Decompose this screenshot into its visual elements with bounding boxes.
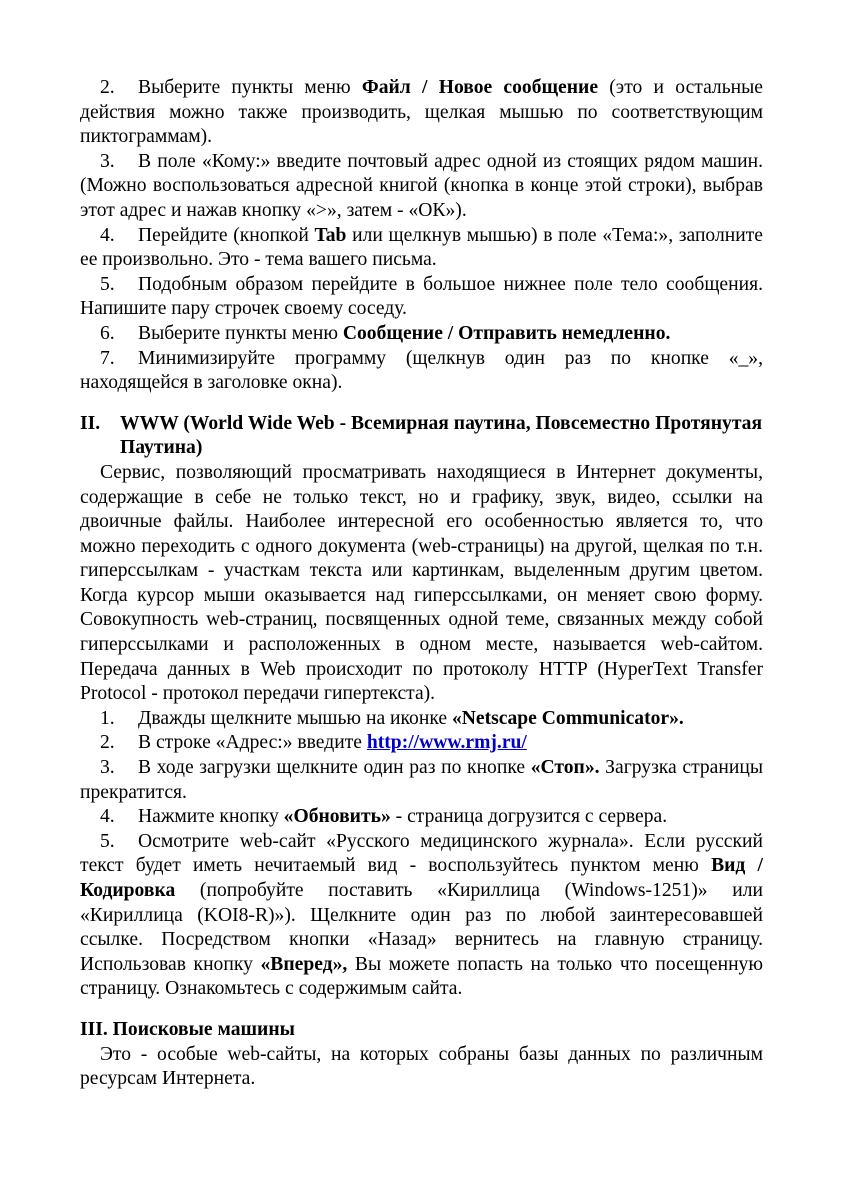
list-item-number: 5.: [100, 273, 115, 295]
list-item-bold-text: Tab: [314, 224, 347, 246]
list-item-bold-text: Файл / Новое сообщение: [361, 77, 599, 98]
list-item-bold-text: Сообщение / Отправить немедленно.: [342, 322, 671, 344]
list-item: [80, 322, 763, 347]
list-item-text: (попробуйте поставить «Кириллица (Windows-1251)» или «Кириллица (KOI8-R)»). Щелкните один раз по любой заинтересовавшей ссылке. Посредством кнопки «Назад» вернитесь на главную страницу. Использовав кнопку: [80, 880, 763, 975]
list-item-number: 6.: [100, 322, 115, 344]
list-item-text: Подобным образом перейдите в большое нижнее поле тело сообщения. Напишите пару строчек своему соседу.: [80, 273, 763, 320]
list-item-text: Выберите пункты меню: [138, 77, 362, 98]
document-page: [80, 76, 763, 1092]
list-item: [80, 273, 763, 322]
list-item: [80, 150, 763, 224]
section2-intro-paragraph: Сервис, позволяющий просматривать находящиеся в Интернет документы, содержащие в себе не только текст, но и графику, звук, видео, ссылки на двоичные файлы. Наиболее интересной его особенностью является то, что можно переходить с одного документа (web-страницы) на другой, щелкая по т.н. гиперссылкам - участкам текста или картинкам, выделенным другим цветом. Когда курсор мыши оказывается над гиперссылками, он меняет свою форму. Совокупность web-страниц, посвященных одной теме, связанных между собой гиперссылками и расположенных в одном месте, называется web-сайтом. Передача данных в Web происходит по протоколу HTTP (HyperText Transfer Protocol - протокол передачи гипертекста).: [80, 461, 763, 705]
list-item-text: Выберите пункты меню: [138, 322, 343, 344]
list-item-number: 3.: [100, 150, 115, 172]
list-item-text: В поле «Кому:» введите почтовый адрес одной из стоящих рядом машин. (Можно воспользоваться адресной книгой (кнопка в конце этой строки), выбрав этот адрес и нажав кнопку «>», затем - «ОК»).: [80, 150, 763, 221]
list-item: [80, 830, 763, 1002]
list-item: [80, 805, 763, 830]
list-item-text: - страница догрузится с сервера.: [390, 806, 668, 828]
section3-heading: III. Поисковые машины: [80, 1018, 295, 1040]
section3-intro-paragraph: Это - особые web-сайты, на которых собраны базы данных по различным ресурсам Интернета.: [80, 1043, 763, 1090]
list-item-bold-text: «Стоп».: [530, 757, 600, 779]
list-item-number: 5.: [100, 830, 115, 852]
spacer: [80, 1002, 763, 1018]
spacer: [80, 396, 763, 412]
section2-title: WWW (World Wide Web - Всемирная паутина, Повсеместно Протянутая Паутина): [120, 412, 763, 459]
list-item-text: Минимизируйте программу (щелкнув один раз по кнопке «_», находящейся в заголовке окна).: [80, 347, 763, 394]
list-item: [80, 756, 763, 805]
section2-number: II.: [80, 412, 101, 434]
url-link[interactable]: http://www.rmj.ru/: [366, 732, 527, 754]
list-item-text: или щелкнув мышью) в поле «Тема:», заполните ее произвольно. Это - тема вашего письма.: [80, 224, 763, 271]
section2-steps-list: [80, 707, 763, 1002]
list-item-number: 2.: [100, 732, 115, 754]
list-item-number: 4.: [100, 806, 115, 828]
list-item-text: Вы можете попасть на только что посещенную страницу. Ознакомьтесь с содержимым сайта.: [80, 953, 763, 1000]
list-item-text: Загрузка страницы прекратится.: [80, 757, 763, 803]
list-item-number: 1.: [100, 707, 115, 729]
list-item-text: Нажмите кнопку: [138, 806, 284, 828]
section2-heading: [80, 412, 763, 461]
list-item-text: Осмотрите web-сайт «Русского медицинского журнала». Если русский текст будет иметь нечитаемый вид - воспользуйтесь пунктом меню: [80, 830, 763, 877]
list-item-number: 3.: [100, 757, 115, 779]
list-item-text: Дважды щелкните мышью на иконке: [138, 707, 452, 729]
list-item-bold-text: «Вперед»,: [260, 953, 348, 975]
list-item-number: 4.: [100, 224, 115, 246]
list-item-number: 2.: [100, 77, 115, 98]
list-item: [80, 224, 763, 273]
list-item-text: В ходе загрузки щелкните один раз по кнопке: [138, 757, 531, 779]
list-item-text: Перейдите (кнопкой: [138, 224, 315, 246]
list-item-bold-text: «Обновить»: [283, 806, 391, 828]
list-item-text: (это и остальные действия можно также производить, щелкая мышью по соответствующим пиктограммам).: [80, 77, 763, 148]
section1-steps-list: [80, 76, 763, 396]
list-item: [80, 707, 763, 732]
list-item: [80, 731, 763, 756]
list-item-number: 7.: [100, 347, 115, 369]
list-item-bold-text: Вид / Кодировка: [80, 855, 763, 901]
list-item: [80, 347, 763, 396]
list-item-bold-text: «Netscape Communicator».: [451, 707, 684, 729]
list-item-text: В строке «Адрес:» введите: [138, 732, 367, 754]
list-item: [80, 76, 763, 150]
